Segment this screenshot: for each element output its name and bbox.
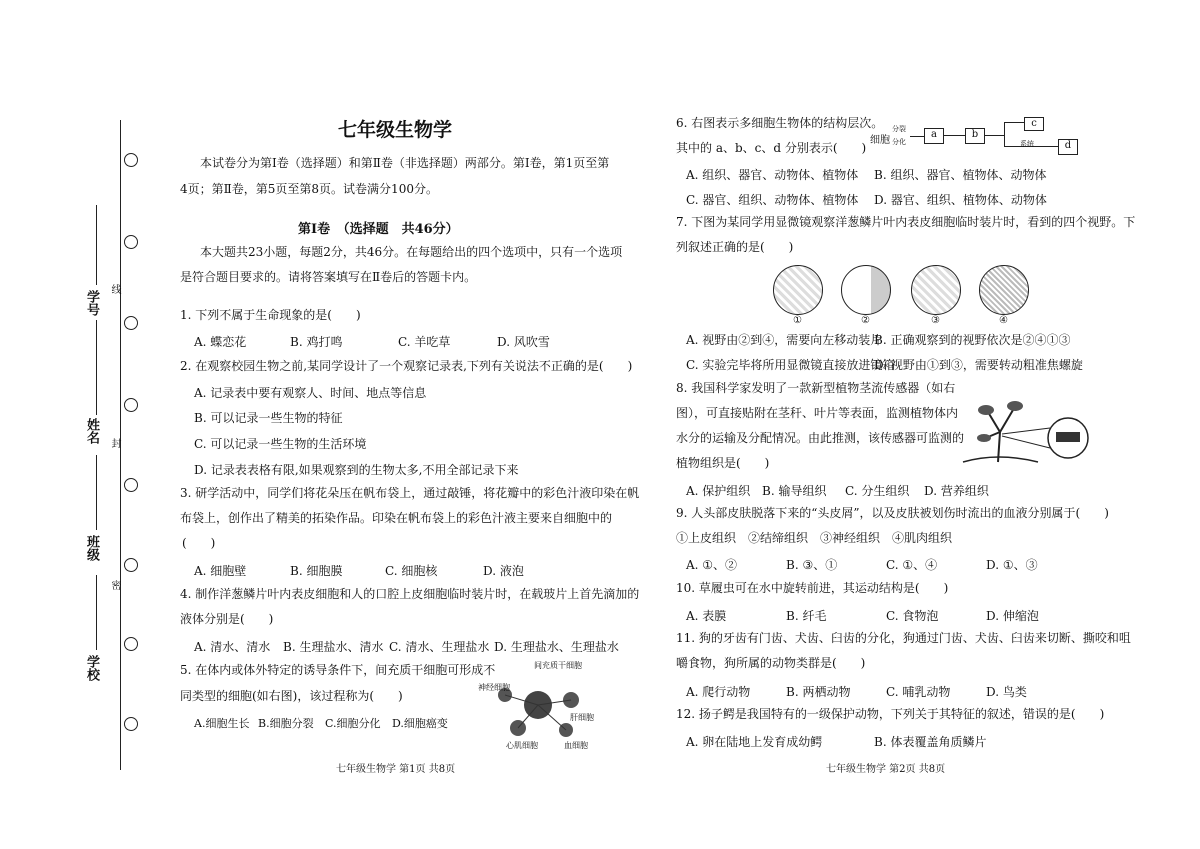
option-11c[interactable]: C. 哺乳动物 bbox=[886, 685, 951, 699]
branch-line bbox=[1004, 122, 1005, 146]
question-5: 同类型的细胞(如右图)，该过程称为( ) bbox=[180, 689, 403, 703]
class-blank[interactable] bbox=[96, 455, 97, 530]
question-2: 2. 在观察校园生物之前,某同学设计了一个观察记录表,下列有关说法不正确的是( ) bbox=[180, 359, 633, 373]
binding-hole bbox=[124, 637, 138, 651]
box-d: d bbox=[1058, 139, 1078, 155]
margin-word-line: 线 bbox=[109, 284, 120, 294]
option-10b[interactable]: B. 纤毛 bbox=[786, 609, 827, 623]
fig-label-stem: 间充质干细胞 bbox=[534, 661, 582, 670]
stem-cell-figure bbox=[478, 660, 600, 752]
option-9d[interactable]: D. ①、③ bbox=[986, 558, 1038, 572]
binding-hole bbox=[124, 717, 138, 731]
question-11: 嚼食物，狗所属的动物类群是( ) bbox=[676, 656, 866, 670]
fig-divide-label: 分裂 bbox=[892, 125, 906, 133]
option-11a[interactable]: A. 爬行动物 bbox=[686, 685, 751, 699]
microscope-view-3 bbox=[911, 265, 961, 315]
fig-differentiate-label: 分化 bbox=[892, 138, 906, 146]
question-11: 11. 狗的牙齿有门齿、犬齿、臼齿的分化，狗通过门齿、犬齿、臼齿来切断、撕咬和咀 bbox=[676, 631, 1131, 645]
question-8: 图），可直接贴附在茎秆、叶片等表面，监测植物体内 bbox=[676, 406, 959, 420]
label-school: 学校 bbox=[84, 655, 99, 681]
callout-line bbox=[1002, 428, 1050, 434]
school-blank[interactable] bbox=[96, 575, 97, 650]
option-5a[interactable]: A.细胞生长 bbox=[194, 717, 250, 730]
view-number: ① bbox=[793, 315, 802, 326]
option-1c[interactable]: C. 羊吃草 bbox=[398, 335, 451, 349]
option-2d[interactable]: D. 记录表表格有限,如果观察到的生物太多,不用全部记录下来 bbox=[194, 463, 519, 477]
option-4d[interactable]: D. 生理盐水、生理盐水 bbox=[494, 640, 619, 654]
binding-hole bbox=[124, 558, 138, 572]
question-12: 12. 扬子鳄是我国特有的一级保护动物，下列关于其特征的叙述，错误的是( ) bbox=[676, 707, 1105, 721]
question-9: 9. 人头部皮肤脱落下来的“头皮屑”，以及皮肤被划伤时流出的血液分别属于( ) bbox=[676, 506, 1109, 520]
hierarchy-figure bbox=[870, 117, 1090, 157]
option-1d[interactable]: D. 风吹雪 bbox=[497, 335, 550, 349]
option-3d[interactable]: D. 液泡 bbox=[483, 564, 524, 578]
question-4: 4. 制作洋葱鳞片叶内表皮细胞和人的口腔上皮细胞临时装片时，在载玻片上首先滴加的 bbox=[180, 587, 640, 601]
option-11b[interactable]: B. 两栖动物 bbox=[786, 685, 851, 699]
plant-sensor-drawing bbox=[958, 392, 1098, 467]
label-name: 姓名 bbox=[84, 418, 99, 444]
option-8a[interactable]: A. 保护组织 bbox=[686, 484, 751, 498]
question-1: 1. 下列不属于生命现象的是( ) bbox=[180, 308, 361, 322]
option-3a[interactable]: A. 细胞壁 bbox=[194, 564, 247, 578]
view-number: ③ bbox=[931, 315, 940, 326]
box-b: b bbox=[965, 128, 985, 144]
microscope-view-1 bbox=[773, 265, 823, 315]
option-9b[interactable]: B. ③、① bbox=[786, 558, 838, 572]
question-3: 布袋上，创作出了精美的拓染作品。印染在帆布袋上的彩色汁液主要来自细胞中的 bbox=[180, 511, 613, 525]
option-8d[interactable]: D. 营养组织 bbox=[924, 484, 989, 498]
question-3: ( ) bbox=[182, 536, 216, 550]
fig-label-blood: 血细胞 bbox=[564, 741, 588, 750]
arrow-line bbox=[910, 136, 924, 137]
view-number: ② bbox=[861, 315, 870, 326]
label-class: 班级 bbox=[84, 535, 99, 561]
fig-cell-label: 细胞 bbox=[870, 135, 890, 146]
option-3c[interactable]: C. 细胞核 bbox=[385, 564, 438, 578]
margin-word-secret: 密 bbox=[109, 580, 120, 590]
option-6a[interactable]: A. 组织、器官、动物体、植物体 bbox=[686, 168, 859, 182]
question-9: ①上皮组织 ②结缔组织 ③神经组织 ④肌肉组织 bbox=[676, 531, 953, 545]
option-6d[interactable]: D. 器官、组织、植物体、动物体 bbox=[874, 193, 1047, 207]
question-3: 3. 研学活动中，同学们将花朵压在帆布袋上，通过敲锤，将花瓣中的彩色汁液印染在帆 bbox=[180, 486, 640, 500]
question-8: 水分的运输及分配情况。由此推测，该传感器可监测的 bbox=[676, 431, 965, 445]
option-6b[interactable]: B. 组织、器官、植物体、动物体 bbox=[874, 168, 1047, 182]
fig-label-nerve: 神经细胞 bbox=[478, 683, 510, 692]
binding-hole bbox=[124, 235, 138, 249]
option-6c[interactable]: C. 器官、组织、动物体、植物体 bbox=[686, 193, 859, 207]
question-4: 液体分别是( ) bbox=[180, 612, 274, 626]
branch-line bbox=[1004, 122, 1024, 123]
question-8: 植物组织是( ) bbox=[676, 456, 770, 470]
microscope-view-2 bbox=[841, 265, 891, 315]
option-5b[interactable]: B.细胞分裂 bbox=[258, 717, 314, 730]
section-title: 第Ⅰ卷 （选择题 共46分） bbox=[298, 222, 459, 237]
option-4b[interactable]: B. 生理盐水、清水 bbox=[283, 640, 384, 654]
box-a: a bbox=[924, 128, 944, 144]
option-8c[interactable]: C. 分生组织 bbox=[845, 484, 910, 498]
option-5c[interactable]: C.细胞分化 bbox=[325, 717, 381, 730]
page-title: 七年级生物学 bbox=[338, 119, 453, 141]
option-4c[interactable]: C. 清水、生理盐水 bbox=[389, 640, 490, 654]
option-2b[interactable]: B. 可以记录一些生物的特征 bbox=[194, 411, 343, 425]
name-blank[interactable] bbox=[96, 320, 97, 415]
binding-hole bbox=[124, 478, 138, 492]
page-footer-right: 七年级生物学 第2页 共8页 bbox=[826, 764, 946, 775]
section-intro: 本大题共23小题，每题2分，共46分。在每题给出的四个选项中，只有一个选项 bbox=[200, 245, 623, 259]
option-2c[interactable]: C. 可以记录一些生物的生活环境 bbox=[194, 437, 367, 451]
ground-line bbox=[963, 457, 1038, 462]
option-10c[interactable]: C. 食物泡 bbox=[886, 609, 939, 623]
intro-line: 4页；第Ⅱ卷，第5页至第8页。试卷满分100分。 bbox=[180, 182, 438, 196]
fig-label-liver: 肝细胞 bbox=[570, 713, 594, 722]
arrow-line bbox=[943, 135, 965, 136]
option-5d[interactable]: D.细胞癌变 bbox=[392, 717, 448, 730]
option-1a[interactable]: A. 蝶恋花 bbox=[194, 335, 247, 349]
binding-hole bbox=[124, 316, 138, 330]
leaf bbox=[978, 405, 994, 415]
option-8b[interactable]: B. 输导组织 bbox=[762, 484, 827, 498]
sensor-chip bbox=[1056, 432, 1080, 442]
binding-hole bbox=[124, 153, 138, 167]
option-7c[interactable]: C. 实验完毕将所用显微镜直接放进镜箱 bbox=[686, 358, 895, 372]
question-6: 6. 右图表示多细胞生物体的结构层次。 bbox=[676, 116, 884, 130]
intro-line: 本试卷分为第Ⅰ卷（选择题）和第Ⅱ卷（非选择题）两部分。第Ⅰ卷，第1页至第 bbox=[200, 156, 610, 170]
arrow-line bbox=[984, 135, 1004, 136]
fig-system-label: 系统 bbox=[1020, 140, 1034, 148]
option-9a[interactable]: A. ①、② bbox=[686, 558, 738, 572]
option-12b[interactable]: B. 体表覆盖角质鳞片 bbox=[874, 735, 987, 749]
plant-sensor-figure bbox=[958, 392, 1098, 467]
question-8: 8. 我国科学家发明了一款新型植物茎流传感器（如右 bbox=[676, 381, 956, 395]
question-6: 其中的 a、b、c、d 分别表示( ) bbox=[676, 141, 867, 155]
option-9c[interactable]: C. ①、④ bbox=[886, 558, 938, 572]
student-id-blank[interactable] bbox=[96, 205, 97, 285]
option-11d[interactable]: D. 鸟类 bbox=[986, 685, 1027, 699]
margin-word-seal: 封 bbox=[109, 438, 120, 448]
option-4a[interactable]: A. 清水、清水 bbox=[194, 640, 271, 654]
leaf bbox=[977, 434, 991, 442]
option-10a[interactable]: A. 表膜 bbox=[686, 609, 727, 623]
question-10: 10. 草履虫可在水中旋转前进，其运动结构是( ) bbox=[676, 581, 949, 595]
option-10d[interactable]: D. 伸缩泡 bbox=[986, 609, 1039, 623]
box-c: c bbox=[1024, 117, 1044, 131]
option-2a[interactable]: A. 记录表中要有观察人、时间、地点等信息 bbox=[194, 386, 427, 400]
page-footer-left: 七年级生物学 第1页 共8页 bbox=[336, 764, 456, 775]
callout-line bbox=[1002, 436, 1050, 448]
option-1b[interactable]: B. 鸡打鸣 bbox=[290, 335, 343, 349]
option-7b[interactable]: B. 正确观察到的视野依次是②④①③ bbox=[874, 333, 1071, 347]
option-7d[interactable]: D. 视野由①到③，需要转动粗准焦螺旋 bbox=[874, 358, 1083, 372]
section-intro: 是符合题目要求的。请将答案填写在Ⅱ卷后的答题卡内。 bbox=[180, 270, 477, 284]
question-7: 7. 下图为某同学用显微镜观察洋葱鳞片叶内表皮细胞临时装片时，看到的四个视野。下 bbox=[676, 215, 1136, 229]
option-7a[interactable]: A. 视野由②到④，需要向左移动装片 bbox=[686, 333, 883, 347]
label-student-id: 学号 bbox=[84, 290, 99, 316]
stem-cell-diagram bbox=[478, 660, 600, 752]
option-12a[interactable]: A. 卵在陆地上发育成幼鳄 bbox=[686, 735, 823, 749]
question-7: 列叙述正确的是( ) bbox=[676, 240, 794, 254]
view-number: ④ bbox=[999, 315, 1008, 326]
binding-hole bbox=[124, 398, 138, 412]
question-5: 5. 在体内或体外特定的诱导条件下，间充质干细胞可形成不 bbox=[180, 663, 496, 677]
leaf bbox=[1007, 401, 1023, 411]
option-3b[interactable]: B. 细胞膜 bbox=[290, 564, 343, 578]
microscope-view-4 bbox=[979, 265, 1029, 315]
plant-stem bbox=[988, 410, 1013, 462]
fig-label-heart: 心肌细胞 bbox=[506, 741, 538, 750]
